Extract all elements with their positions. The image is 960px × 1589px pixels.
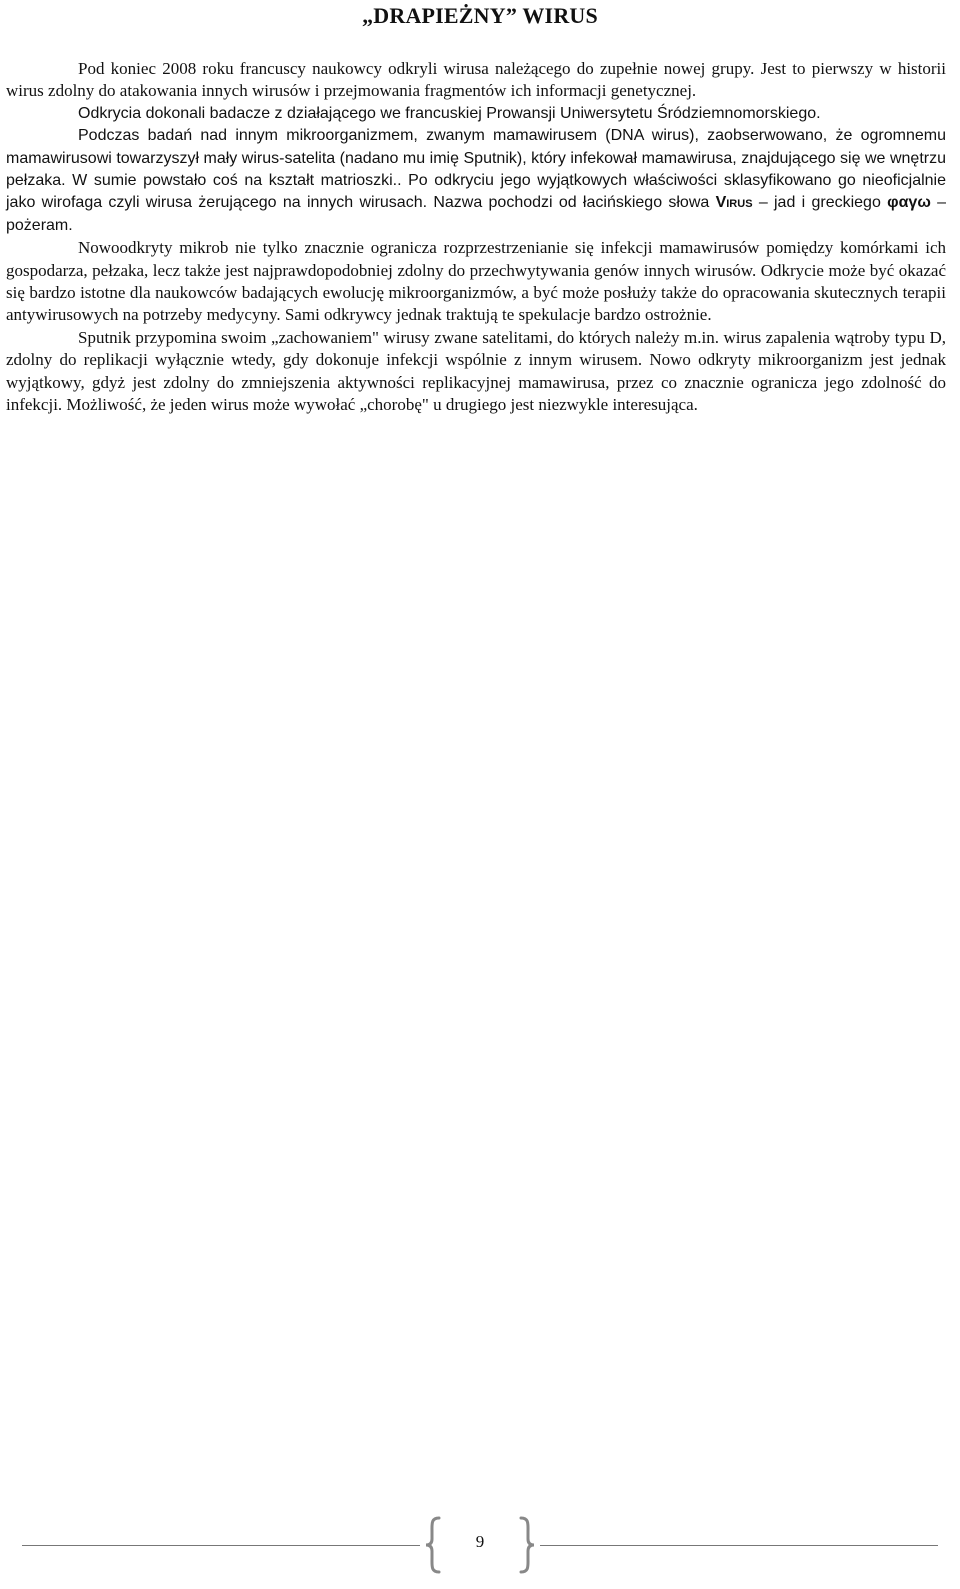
- footer-rule-left: [22, 1545, 420, 1546]
- footer-rule-right: [540, 1545, 938, 1546]
- paragraph-research-text-2: – jad i greckiego: [752, 194, 888, 212]
- latin-word-virus: Virus: [715, 194, 753, 212]
- paragraph-microbe: Nowoodkryty mikrob nie tylko znacznie ogranicza rozprzestrzenianie się infekcji mamawirusów pomiędzy komórkami ich gospodarza, pełzaka, lecz także jest najprawdopodobniej zdolny do przechwytywania genów innych wirusów. Odkrycie może być okazać się bardzo istotne dla naukowców badających ewolucję mikroorganizmów, a być może posłuży także do opracowania skutecznych terapii antywirusowych na potrzeby medycyny. Sami odkrywcy jednak traktują te spekulacje bardzo ostrożnie.: [6, 238, 946, 325]
- paragraph-research-text: Podczas badań nad innym mikroorganizmem, zwanym mamawirusem (DNA wirus), zaobserwowano, że ogromnemu mamawirusowi towarzyszył mały wirus-satelita (nadano mu imię Sputnik), który infekował mamawirusa, znajdującego się we wnętrzu pełzaka. W sumie powstało coś na kształt matrioszki.. Po odkryciu jego wyjątkowych właściwości sklasyfikowano go nieoficjalnie jako wirofaga czyli wirusa żerującego na innych wirusach. Nazwa pochodzi od łacińskiego słowa: [6, 127, 946, 212]
- paragraph-research-text-3: – pożeram.: [6, 194, 947, 234]
- document-title: „DRAPIEŻNY” WIRUS: [362, 3, 598, 28]
- paragraph-researchers: Odkrycia dokonali badacze z działającego we francuskiej Prowansji Uniwersytetu Śródziemnomorskiego.: [78, 104, 821, 122]
- right-brace-icon: [518, 1516, 536, 1574]
- paragraph-research: [6, 125, 946, 237]
- page-number: 9: [475, 1532, 485, 1551]
- paragraph-sputnik: Sputnik przypomina swoim „zachowaniem" wirusy zwane satelitami, do których należy m.in. wirus zapalenia wątroby typu D, zdolny do replikacji wyłącznie wtedy, gdy dokonuje infekcji wspólnie z innym wirusem. Nowo odkryty mikroorganizm jest jednak wyjątkowy, gdyż jest zdolny do zmniejszenia aktywności replikacyjnej mamawirusa, przez co znacznie ogranicza jego zdolność do infekcji. Możliwość, że jeden wirus może wywołać „chorobę" u drugiego jest niezwykle interesująca.: [6, 327, 946, 415]
- document-body: [6, 58, 946, 417]
- left-brace-icon: [424, 1516, 442, 1574]
- greek-word: φαγω: [887, 194, 931, 212]
- paragraph-intro: Pod koniec 2008 roku francuscy naukowcy odkryli wirusa należącego do zupełnie nowej grupy. Jest to pierwszy w historii wirus zdolny do atakowania innych wirusów i przejmowania fragmentów ich informacji genetycznej.: [6, 59, 946, 101]
